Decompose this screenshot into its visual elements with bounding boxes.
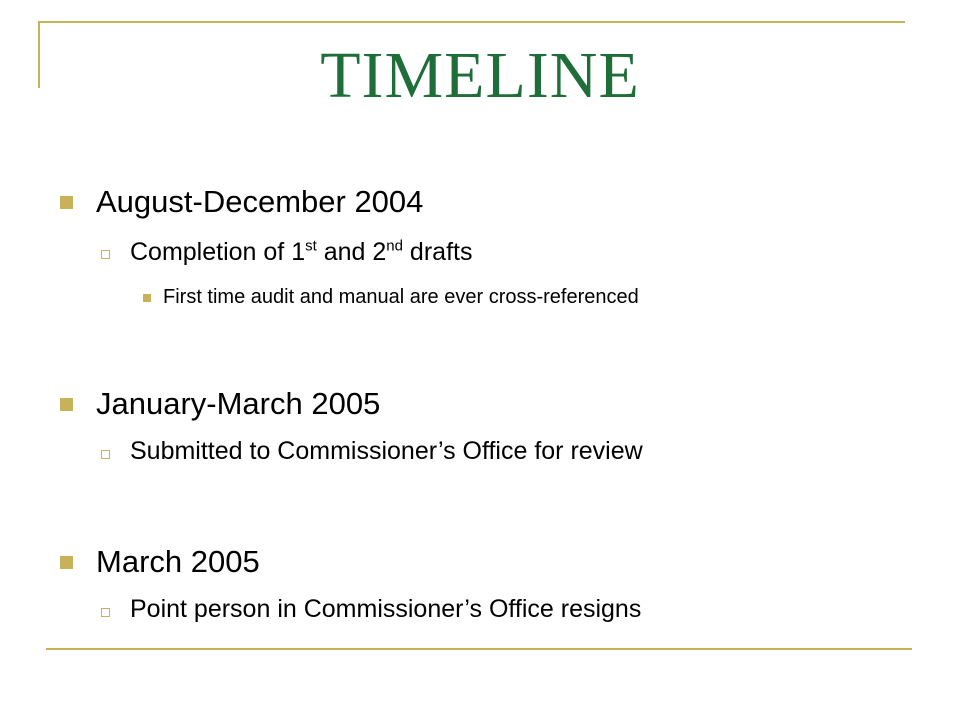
- timeline-detail-1: First time audit and manual are ever cross-referenced: [163, 286, 639, 308]
- timeline-heading-3: March 2005: [96, 544, 260, 579]
- bullet-small-square-icon: [143, 294, 151, 302]
- bullet-hollow-square-icon: [101, 250, 110, 259]
- ordinal-suffix: st: [305, 237, 317, 255]
- ordinal-suffix: nd: [386, 237, 403, 255]
- bullet-hollow-square-icon: [101, 450, 110, 459]
- timeline-heading-2: January-March 2005: [96, 386, 381, 421]
- frame-bottom-rule: [46, 648, 912, 650]
- timeline-subitem-2: Submitted to Commissioner’s Office for review: [130, 437, 643, 465]
- slide-title: TIMELINE: [320, 39, 640, 112]
- bullet-hollow-square-icon: [101, 608, 110, 617]
- timeline-subitem-3: Point person in Commissioner’s Office resigns: [130, 595, 642, 623]
- subitem-text-part: drafts: [402, 238, 473, 266]
- subitem-text-part: Completion of 1: [130, 238, 306, 266]
- bullet-square-icon: [60, 556, 73, 569]
- timeline-heading-1: August-December 2004: [96, 184, 424, 219]
- subitem-text-part: and 2: [316, 238, 387, 266]
- bullet-square-icon: [60, 196, 73, 209]
- bullet-square-icon: [60, 398, 73, 411]
- timeline-subitem-1: [130, 238, 472, 267]
- frame-top-rule: [40, 21, 905, 23]
